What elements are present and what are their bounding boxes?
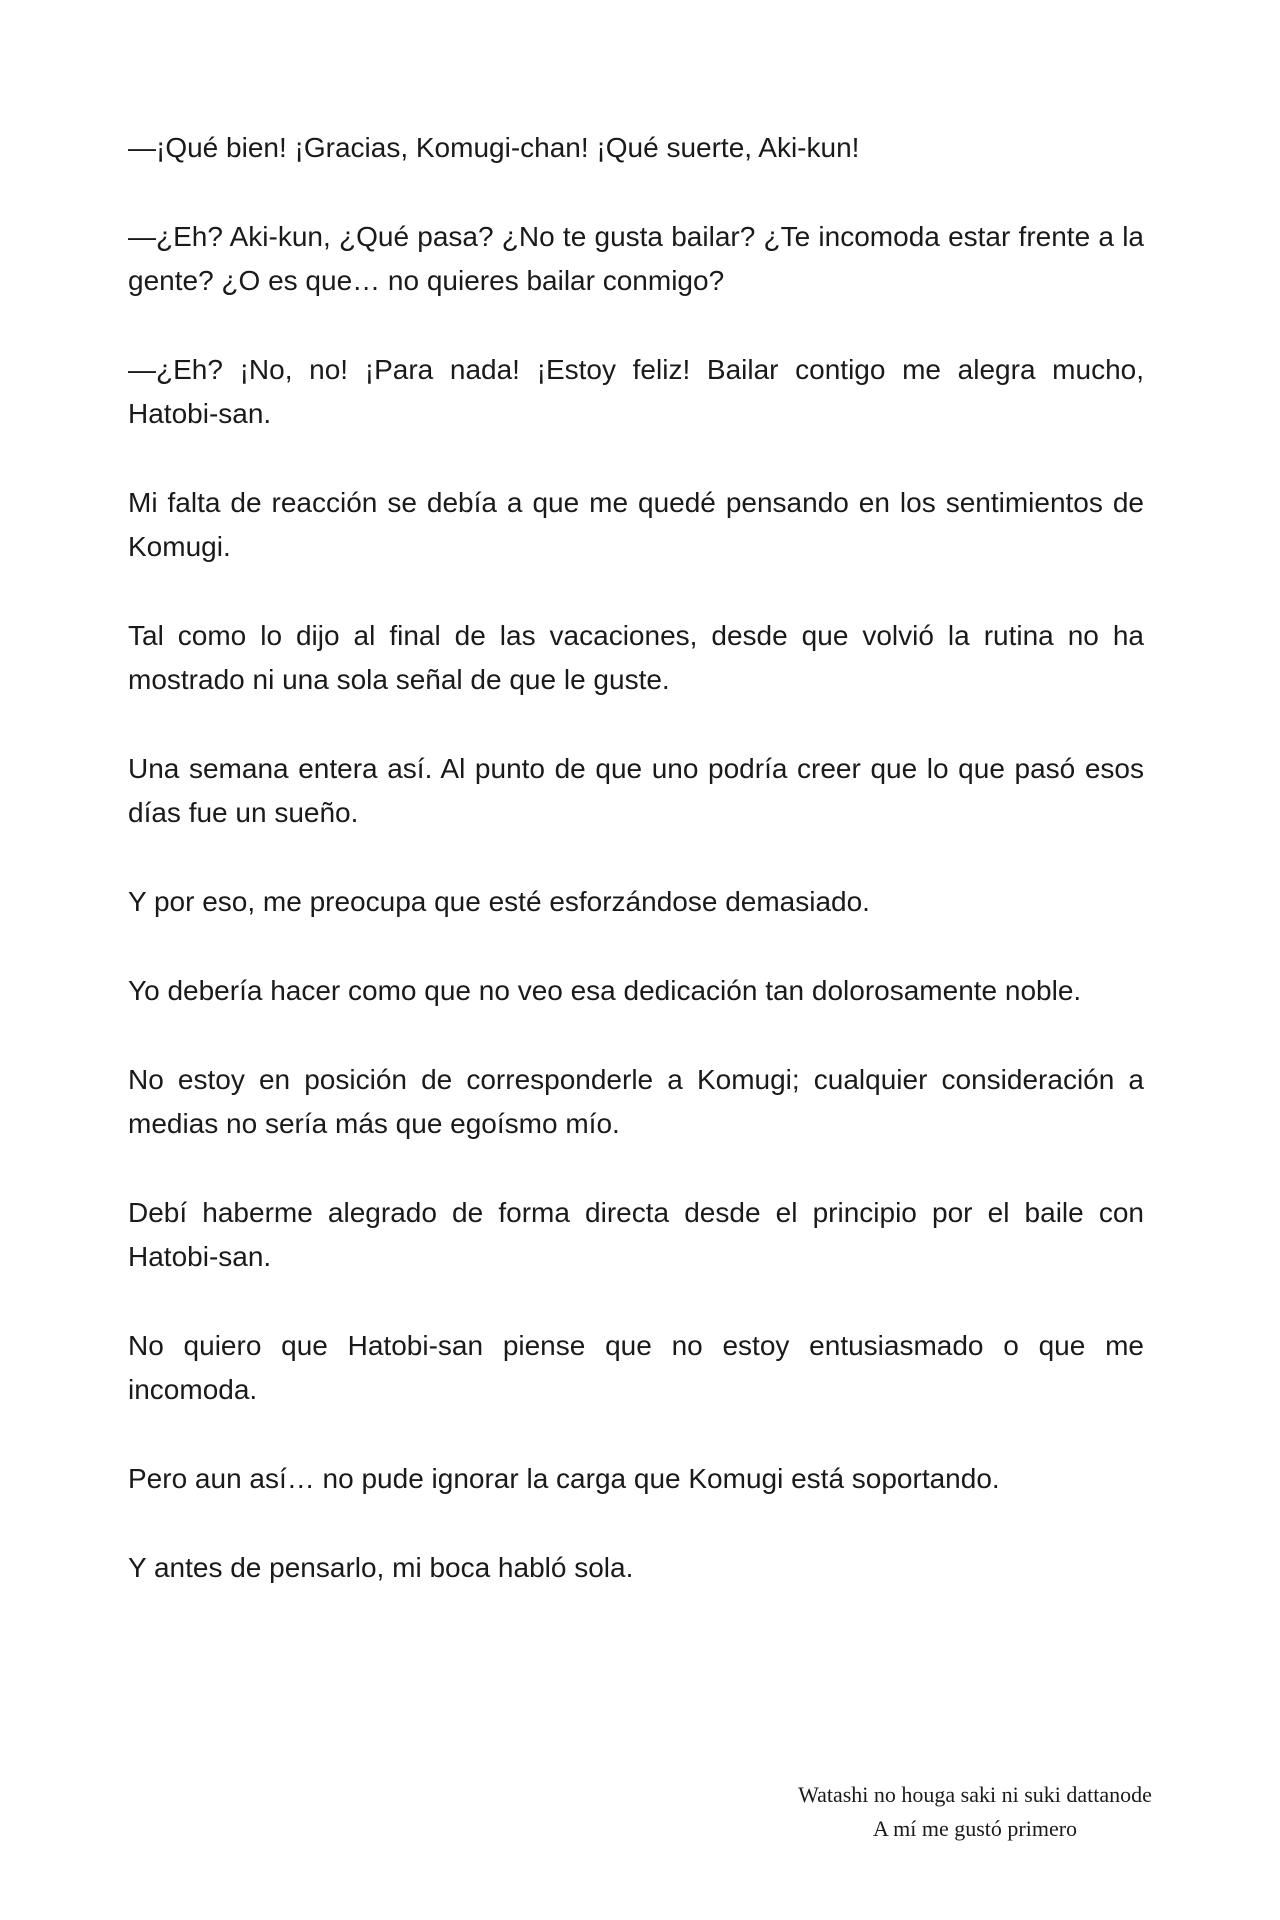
paragraph: No quiero que Hatobi-san piense que no estoy entusiasmado o que me incomoda. [128, 1330, 1144, 1405]
paragraph: Tal como lo dijo al final de las vacaciones, desde que volvió la rutina no ha mostrado ni una sola señal de que le guste. [128, 620, 1144, 695]
page-footer [740, 1778, 1210, 1846]
paragraph: Debí haberme alegrado de forma directa desde el principio por el baile con Hatobi-san. [128, 1197, 1144, 1272]
footer-title-romaji: Watashi no houga saki ni suki dattanode [798, 1782, 1152, 1807]
paragraph: —¿Eh? Aki-kun, ¿Qué pasa? ¿No te gusta bailar? ¿Te incomoda estar frente a la gente? ¿O es que… no quieres bailar conmigo? [128, 221, 1144, 296]
paragraph: No estoy en posición de corresponderle a Komugi; cualquier consideración a medias no sería más que egoísmo mío. [128, 1064, 1144, 1139]
paragraph: —¿Eh? ¡No, no! ¡Para nada! ¡Estoy feliz! Bailar contigo me alegra mucho, Hatobi-san. [128, 354, 1144, 429]
paragraph: Y por eso, me preocupa que esté esforzándose demasiado. [128, 886, 870, 917]
footer-title-spanish: A mí me gustó primero [872, 1816, 1078, 1841]
paragraph: Y antes de pensarlo, mi boca habló sola. [128, 1552, 634, 1583]
paragraph: Mi falta de reacción se debía a que me quedé pensando en los sentimientos de Komugi. [128, 487, 1144, 562]
paragraph: Una semana entera así. Al punto de que uno podría creer que lo que pasó esos días fue un sueño. [128, 753, 1144, 828]
paragraph: —¡Qué bien! ¡Gracias, Komugi-chan! ¡Qué suerte, Aki-kun! [128, 132, 860, 163]
paragraph: Pero aun así… no pude ignorar la carga que Komugi está soportando. [128, 1463, 1000, 1494]
page-body [128, 126, 1144, 1635]
paragraph: Yo debería hacer como que no veo esa dedicación tan dolorosamente noble. [128, 975, 1082, 1006]
